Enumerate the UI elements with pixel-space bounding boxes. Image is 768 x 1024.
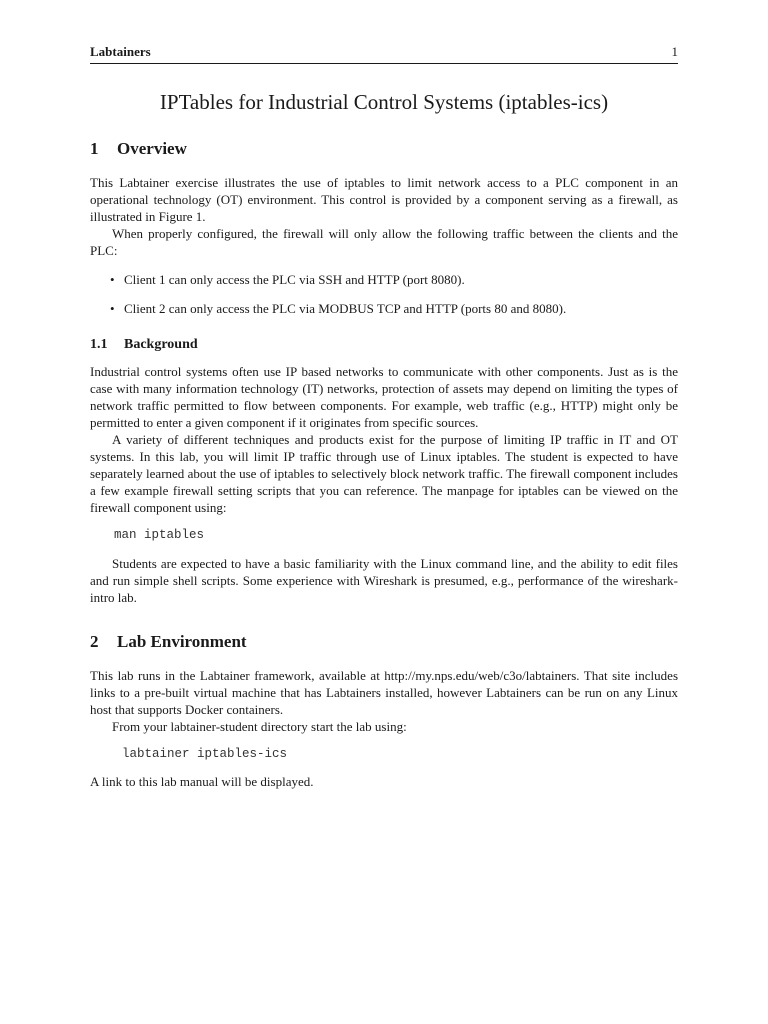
- list-item: • Client 2 can only access the PLC via MODBUS TCP and HTTP (ports 80 and 8080).: [110, 300, 567, 316]
- overview-paragraph-2: When properly configured, the firewall will only allow the following traffic between the clients and the PLC:: [90, 225, 678, 258]
- background-paragraph-1: Industrial control systems often use IP based networks to communicate with other components. Just as is the case with many information technology (IT) networks, protection of assets may depend on limiting the types of network traffic permitted to flow between components. For example, web traffic (e.g., HTTP) might only be permitted to enter a given component if it originates from specific sources.: [90, 364, 678, 431]
- section-heading-overview: [90, 139, 678, 159]
- section-number: 1.1: [90, 336, 108, 352]
- lab-env-paragraph-3: A link to this lab manual will be displayed.: [90, 773, 314, 789]
- code-block-labtainer-command: labtainer iptables-ics: [122, 746, 288, 761]
- bullet-icon: •: [110, 271, 115, 287]
- page-number: 1: [671, 44, 678, 59]
- lab-env-paragraph-2: From your labtainer-student directory start the lab using:: [112, 718, 407, 734]
- background-paragraph-3: Students are expected to have a basic familiarity with the Linux command line, and the ability to edit files and run simple shell scripts. Some experience with Wireshark is presumed, e.g., performance of the wireshark-intro lab.: [90, 556, 678, 606]
- section-heading-text: Lab Environment: [117, 632, 247, 652]
- bullet-icon: •: [110, 300, 115, 316]
- document-page: [90, 44, 678, 790]
- overview-paragraph-1: This Labtainer exercise illustrates the use of iptables to limit network access to a PLC component in an operational technology (OT) environment. This control is provided by a component serving as a firewall, as illustrated in Figure 1.: [90, 174, 678, 224]
- code-block-man-iptables: man iptables: [114, 528, 205, 543]
- running-header-title: Labtainers: [90, 44, 151, 59]
- section-heading-lab-environment: [90, 632, 678, 652]
- document-title: IPTables for Industrial Control Systems (iptables-ics): [159, 90, 609, 114]
- section-heading-text: Background: [124, 336, 198, 352]
- section-number: 1: [90, 139, 99, 159]
- overview-bullet-list: [90, 271, 678, 317]
- subsection-heading-background: [90, 337, 678, 354]
- running-header: [90, 44, 678, 64]
- section-heading-text: Overview: [117, 139, 187, 159]
- section-number: 2: [90, 632, 99, 652]
- lab-env-paragraph-1: This lab runs in the Labtainer framework, available at http://my.nps.edu/web/c3o/labtainers. That site includes links to a pre-built virtual machine that has Labtainers installed, however Labtainers can be run on any Linux host that supports Docker containers.: [90, 667, 678, 717]
- background-paragraph-2: A variety of different techniques and products exist for the purpose of limiting IP traffic in IT and OT systems. In this lab, you will limit IP traffic through use of Linux iptables. The student is expected to have separately learned about the use of iptables to selectively block network traffic. The firewall component includes a few example firewall setting scripts that you can reference. The manpage for iptables can be viewed on the firewall component using:: [90, 432, 678, 516]
- list-item: • Client 1 can only access the PLC via SSH and HTTP (port 8080).: [110, 271, 465, 287]
